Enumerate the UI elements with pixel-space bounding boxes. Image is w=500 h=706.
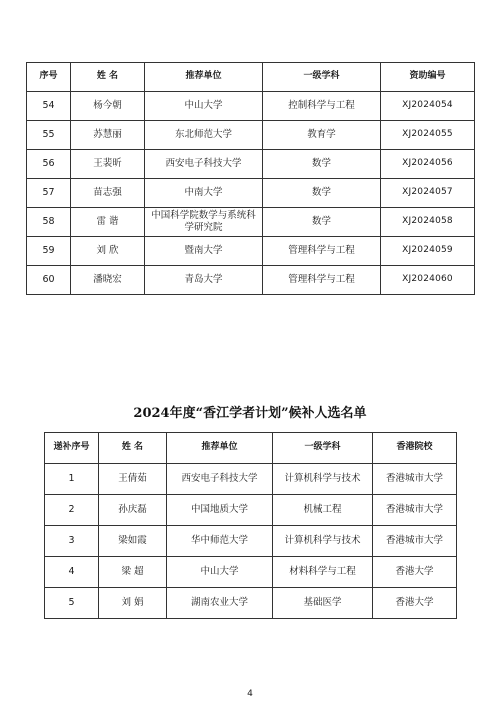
cell-name: 梁 超 [99, 557, 167, 588]
cell-discipline: 教育学 [263, 121, 381, 150]
cell-unit: 中国地质大学 [167, 495, 273, 526]
header-unit: 推荐单位 [167, 433, 273, 464]
cell-unit: 中山大学 [145, 92, 263, 121]
cell-discipline: 管理科学与工程 [263, 266, 381, 295]
cell-discipline: 材料科学与工程 [273, 557, 373, 588]
cell-name: 王裴昕 [71, 150, 145, 179]
cell-unit: 青岛大学 [145, 266, 263, 295]
table-row [27, 266, 475, 295]
cell-hk-institution: 香港大学 [373, 557, 457, 588]
cell-name: 苏慧丽 [71, 121, 145, 150]
table-row [45, 464, 457, 495]
table-row [45, 495, 457, 526]
cell-hk-institution: 香港城市大学 [373, 464, 457, 495]
cell-discipline: 数学 [263, 150, 381, 179]
cell-name: 梁如霞 [99, 526, 167, 557]
header-grant-id: 资助编号 [381, 63, 475, 92]
cell-name: 孙庆磊 [99, 495, 167, 526]
header-discipline: 一级学科 [263, 63, 381, 92]
cell-seq: 58 [27, 208, 71, 237]
cell-grant-id: XJ2024060 [381, 266, 475, 295]
table-row [45, 557, 457, 588]
cell-grant-id: XJ2024057 [381, 179, 475, 208]
page-number: 4 [247, 689, 253, 699]
header-seq: 序号 [27, 63, 71, 92]
cell-grant-id: XJ2024054 [381, 92, 475, 121]
cell-discipline: 基础医学 [273, 588, 373, 619]
cell-seq: 2 [45, 495, 99, 526]
cell-unit: 华中师范大学 [167, 526, 273, 557]
header-hk-institution: 香港院校 [373, 433, 457, 464]
table-row [45, 588, 457, 619]
cell-name: 潘晓宏 [71, 266, 145, 295]
cell-seq: 3 [45, 526, 99, 557]
cell-seq: 1 [45, 464, 99, 495]
cell-hk-institution: 香港城市大学 [373, 526, 457, 557]
header-discipline: 一级学科 [273, 433, 373, 464]
cell-name: 雷 谐 [71, 208, 145, 237]
cell-unit: 中国科学院数学与系统科学研究院 [145, 208, 263, 237]
cell-discipline: 管理科学与工程 [263, 237, 381, 266]
table-row [27, 237, 475, 266]
cell-discipline: 数学 [263, 179, 381, 208]
cell-name: 刘 娟 [99, 588, 167, 619]
cell-seq: 54 [27, 92, 71, 121]
cell-seq: 56 [27, 150, 71, 179]
cell-unit: 西安电子科技大学 [145, 150, 263, 179]
cell-discipline: 计算机科学与技术 [273, 464, 373, 495]
cell-unit: 暨南大学 [145, 237, 263, 266]
cell-unit: 东北师范大学 [145, 121, 263, 150]
funded-list-table [26, 62, 475, 295]
header-alt-seq: 递补序号 [45, 433, 99, 464]
cell-seq: 55 [27, 121, 71, 150]
cell-seq: 5 [45, 588, 99, 619]
cell-grant-id: XJ2024055 [381, 121, 475, 150]
table-header-row [27, 63, 475, 92]
table-row [27, 150, 475, 179]
cell-name: 王倩茹 [99, 464, 167, 495]
cell-unit: 中山大学 [167, 557, 273, 588]
table-row [27, 92, 475, 121]
table-header-row [45, 433, 457, 464]
cell-hk-institution: 香港城市大学 [373, 495, 457, 526]
cell-discipline: 计算机科学与技术 [273, 526, 373, 557]
table-row [27, 121, 475, 150]
header-name: 姓 名 [71, 63, 145, 92]
header-name: 姓 名 [99, 433, 167, 464]
cell-seq: 57 [27, 179, 71, 208]
table-row [27, 208, 475, 237]
cell-name: 苗志强 [71, 179, 145, 208]
cell-hk-institution: 香港大学 [373, 588, 457, 619]
cell-grant-id: XJ2024056 [381, 150, 475, 179]
header-unit: 推荐单位 [145, 63, 263, 92]
table-row [27, 179, 475, 208]
cell-discipline: 控制科学与工程 [263, 92, 381, 121]
cell-discipline: 机械工程 [273, 495, 373, 526]
cell-unit: 西安电子科技大学 [167, 464, 273, 495]
cell-seq: 60 [27, 266, 71, 295]
cell-name: 刘 欣 [71, 237, 145, 266]
cell-grant-id: XJ2024058 [381, 208, 475, 237]
cell-discipline: 数学 [263, 208, 381, 237]
cell-unit: 湖南农业大学 [167, 588, 273, 619]
cell-name: 杨今朝 [71, 92, 145, 121]
section-title: 2024年度“香江学者计划”候补人选名单 [133, 406, 367, 421]
cell-unit: 中南大学 [145, 179, 263, 208]
cell-grant-id: XJ2024059 [381, 237, 475, 266]
cell-seq: 4 [45, 557, 99, 588]
alternate-list-table [44, 432, 457, 619]
cell-seq: 59 [27, 237, 71, 266]
table-row [45, 526, 457, 557]
